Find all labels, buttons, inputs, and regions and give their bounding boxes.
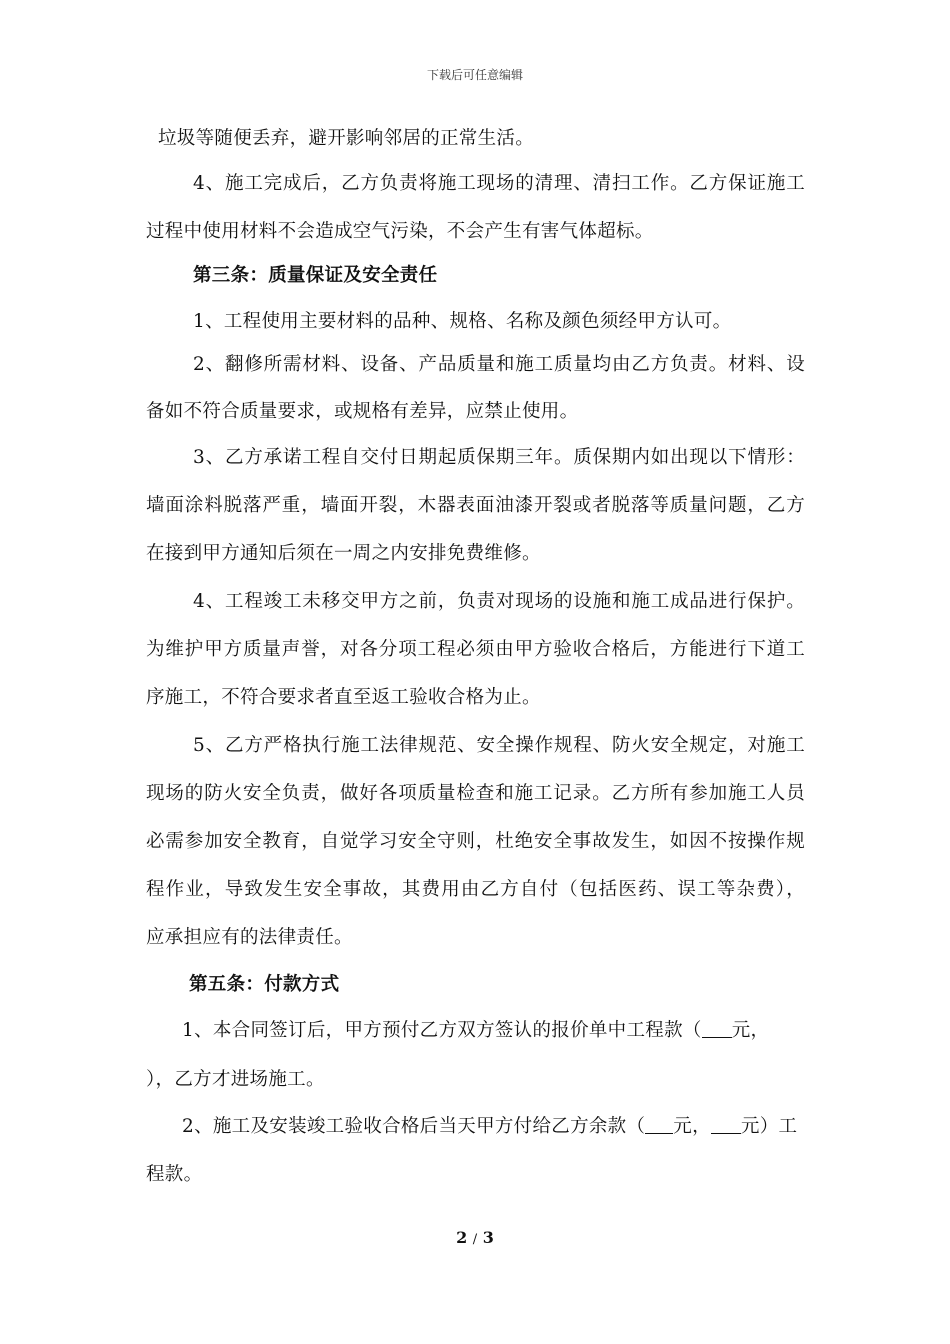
paragraph-line: 序施工，不符合要求者直至返工验收合格为止。 [146,687,541,708]
paragraph-text: 2、施工及安装竣工验收合格后当天甲方付给乙方余款（ [182,1116,646,1137]
paragraph-line: 应承担应有的法律责任。 [146,927,353,948]
amount-blank [702,1019,732,1038]
paragraph-line: 为维护甲方质量声誉，对各分项工程必须由甲方验收合格后，方能进行下道工 [146,639,805,660]
paragraph-line: 墙面涂料脱落严重，墙面开裂，木器表面油漆开裂或者脱落等质量问题，乙方 [146,495,805,516]
paragraph-text: 元， [673,1116,711,1137]
paragraph-line: 2、翻修所需材料、设备、产品质量和施工质量均由乙方负责。材料、设 [193,354,805,375]
paragraph-line: 在接到甲方通知后须在一周之内安排免费维修。 [146,543,541,564]
paragraph-line [182,1115,797,1139]
amount-blank [645,1115,673,1134]
paragraph-line: 4、施工完成后，乙方负责将施工现场的清理、清扫工作。乙方保证施工 [193,173,805,194]
paragraph-text: 1、本合同签订后，甲方预付乙方双方签认的报价单中工程款（ [182,1020,702,1041]
page-header: 下载后可任意编辑 [426,68,523,82]
total-pages: 3 [482,1228,494,1247]
paragraph-line: 4、工程竣工未移交甲方之前，负责对现场的设施和施工成品进行保护。 [193,591,805,612]
paragraph-line: 3、乙方承诺工程自交付日期起质保期三年。质保期内如出现以下情形： [193,447,805,468]
paragraph-line: 现场的防火安全负责，做好各项质量检查和施工记录。乙方所有参加施工人员 [146,783,805,804]
section-heading: 第五条：付款方式 [189,974,340,995]
paragraph-line: 5、乙方严格执行施工法律规范、安全操作规程、防火安全规定，对施工 [193,735,805,756]
paragraph-line: 程作业，导致发生安全事故，其费用由乙方自付（包括医药、误工等杂费）， [146,879,805,900]
page-separator: / [472,1232,478,1247]
paragraph-line: ），乙方才进场施工。 [146,1069,325,1090]
paragraph-line: 垃圾等随便丢弃，避开影响邻居的正常生活。 [158,128,535,149]
paragraph-line: 备如不符合质量要求，或规格有差异，应禁止使用。 [146,401,579,422]
paragraph-text: 元）工 [740,1116,798,1137]
paragraph-line: 程款。 [146,1164,203,1185]
amount-blank [711,1115,741,1134]
section-heading: 第三条：质量保证及安全责任 [193,265,438,286]
current-page: 2 [456,1228,468,1247]
paragraph-line: 必需参加安全教育，自觉学习安全守则，杜绝安全事故发生，如因不按操作规 [146,831,805,852]
paragraph-text: 元， [731,1020,770,1041]
page-number [0,1228,950,1247]
paragraph-line [182,1019,769,1043]
paragraph-line: 1、工程使用主要材料的品种、规格、名称及颜色须经甲方认可。 [193,311,732,332]
paragraph-line: 过程中使用材料不会造成空气污染，不会产生有害气体超标。 [146,221,654,242]
